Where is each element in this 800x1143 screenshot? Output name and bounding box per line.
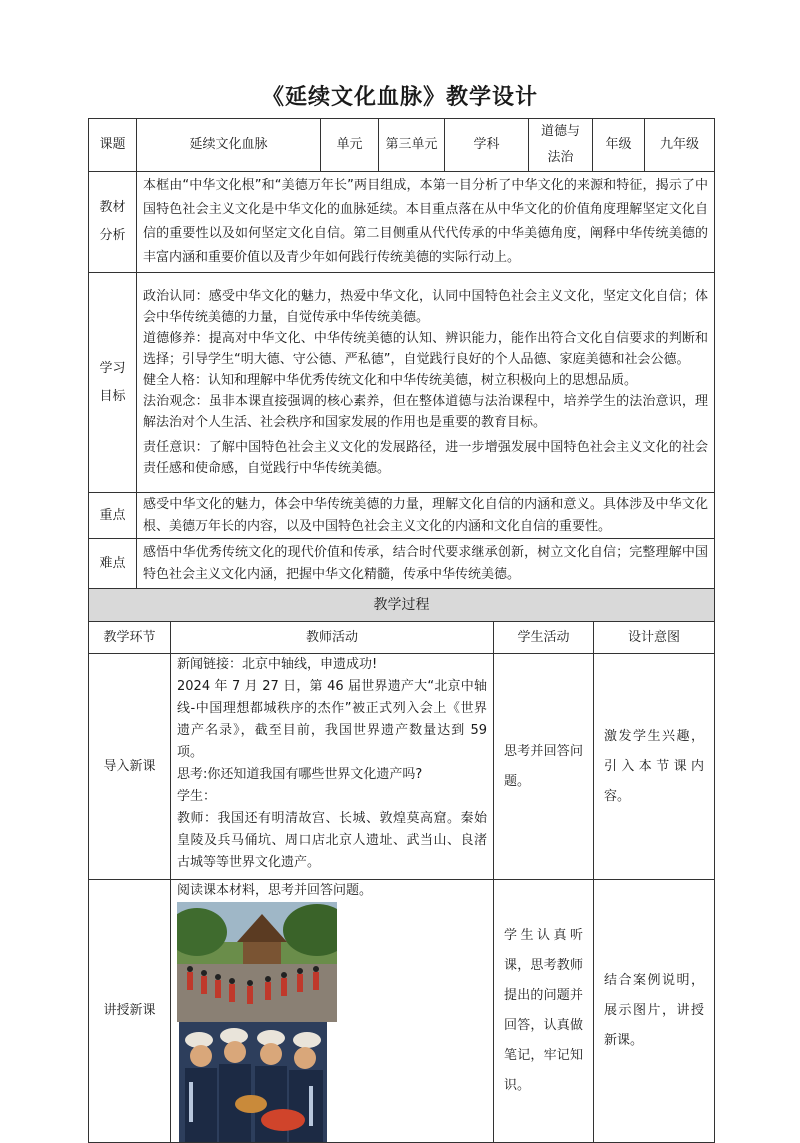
teacher-activity-intro xyxy=(171,654,494,880)
subject-value: 道德与法治 xyxy=(529,119,593,172)
ethnic-toast-photo xyxy=(179,1022,339,1142)
teacher-activity-new-lesson xyxy=(171,880,494,1143)
col-stage: 教学环节 xyxy=(89,622,171,654)
document-title: 《延续文化血脉》教学设计 xyxy=(261,85,538,110)
process-section-title: 教学过程 xyxy=(89,589,715,622)
process-table xyxy=(88,588,715,1143)
goal-personality: 健全人格：认知和理解中华优秀传统文化和中华传统美德，树立积极向上的思想品质。 xyxy=(143,373,638,388)
goal-moral: 道德修养：提高对中华文化、中华传统美德的认知、辨识能力，能作出符合文化自信要求的判断和选择；引导学生“明大德、守公德、严私德”，自觉践行良好的个人品德、家庭美德和社会公德。 xyxy=(143,331,708,367)
goal-law: 法治观念：虽非本课直接强调的核心素养，但在整体道德与法治课程中，培养学生的法治意识，理解法治对个人生活、社会秩序和国家发展的作用也是重要的教育目标。 xyxy=(143,394,708,430)
material-text: 本框由“中华文化根”和“美德万年长”两目组成，本第一目分析了中华文化的来源和特征，揭示了中国特色社会主义文化是中华文化的血脉延续。本目重点落在从中华文化的价值角度理解坚定文化自信的重要性以及如何坚定文化自信。第二目侧重从代代传承的中华美德角度，阐释中华传统美德的丰富内涵和重要价值以及青少年如何践行传统美德的实际行动上。 xyxy=(137,172,715,273)
teacher-line: 新闻链接：北京中轴线，申遗成功! xyxy=(177,657,378,672)
difficult-point-label: 难点 xyxy=(89,539,137,589)
col-teacher: 教师活动 xyxy=(171,622,494,654)
design-intent-intro: 激发学生兴趣，引入本节课内容。 xyxy=(594,654,715,880)
teacher-line: 思考:你还知道我国有哪些世界文化遗产吗? xyxy=(177,767,423,782)
goal-responsibility: 责任意识：了解中国特色社会主义文化的发展路径，进一步增强发展中国特色社会主义文化的社会责任感和使命感，自觉践行中华传统美德。 xyxy=(143,440,708,476)
teacher-line: 学生： xyxy=(177,789,217,804)
topic-label: 课题 xyxy=(89,119,137,172)
subject-label: 学科 xyxy=(445,119,529,172)
unit-value: 第三单元 xyxy=(379,119,445,172)
goal-political: 政治认同：感受中华文化的魅力，热爱中华文化，认同中国特色社会主义文化，坚定文化自信；体会中华传统美德的力量，自觉传承中华传统美德。 xyxy=(143,289,708,325)
goals-label: 学习目标 xyxy=(89,273,137,493)
difficult-point-text: 感悟中华优秀传统文化的现代价值和传承，结合时代要求继承创新，树立文化自信；完整理解中国特色社会主义文化内涵，把握中华文化精髓，传承中华传统美德。 xyxy=(137,539,715,589)
student-activity-intro: 思考并回答问题。 xyxy=(494,654,594,880)
stage-new-lesson: 讲授新课 xyxy=(89,880,171,1143)
material-label: 教材分析 xyxy=(89,172,137,273)
col-intent: 设计意图 xyxy=(594,622,715,654)
unit-label: 单元 xyxy=(321,119,379,172)
design-intent-new-lesson: 结合案例说明，展示图片，讲授新课。 xyxy=(594,880,715,1143)
teacher-line: 2024 年 7 月 27 日，第 46 届世界遗产大“北京中轴线-中国理想都城秩序的杰作”被正式列入会上《世界遗产名录》，截至目前，我国世界遗产数量达到 59 项。 xyxy=(177,679,487,760)
grade-label: 年级 xyxy=(593,119,645,172)
stage-intro: 导入新课 xyxy=(89,654,171,880)
col-student: 学生活动 xyxy=(494,622,594,654)
teacher-line: 阅读课本材料，思考并回答问题。 xyxy=(177,883,373,898)
goals-list xyxy=(137,273,715,493)
grade-value: 九年级 xyxy=(645,119,715,172)
info-table xyxy=(88,118,715,589)
topic-value: 延续文化血脉 xyxy=(137,119,321,172)
teacher-line: 教师：我国还有明清故宫、长城、敦煌莫高窟。秦始皇陵及兵马俑坑、周口店北京人遗址、武当山、良渚古城等等世界文化遗产。 xyxy=(177,811,487,870)
key-point-label: 重点 xyxy=(89,493,137,539)
festival-dance-photo xyxy=(177,902,337,1022)
key-point-text: 感受中华文化的魅力，体会中华传统美德的力量，理解文化自信的内涵和意义。具体涉及中华文化根、美德万年长的内容，以及中国特色社会主义文化的内涵和文化自信的重要性。 xyxy=(137,493,715,539)
student-activity-new-lesson: 学生认真听课，思考教师提出的问题并回答，认真做笔记，牢记知识。 xyxy=(494,880,594,1143)
